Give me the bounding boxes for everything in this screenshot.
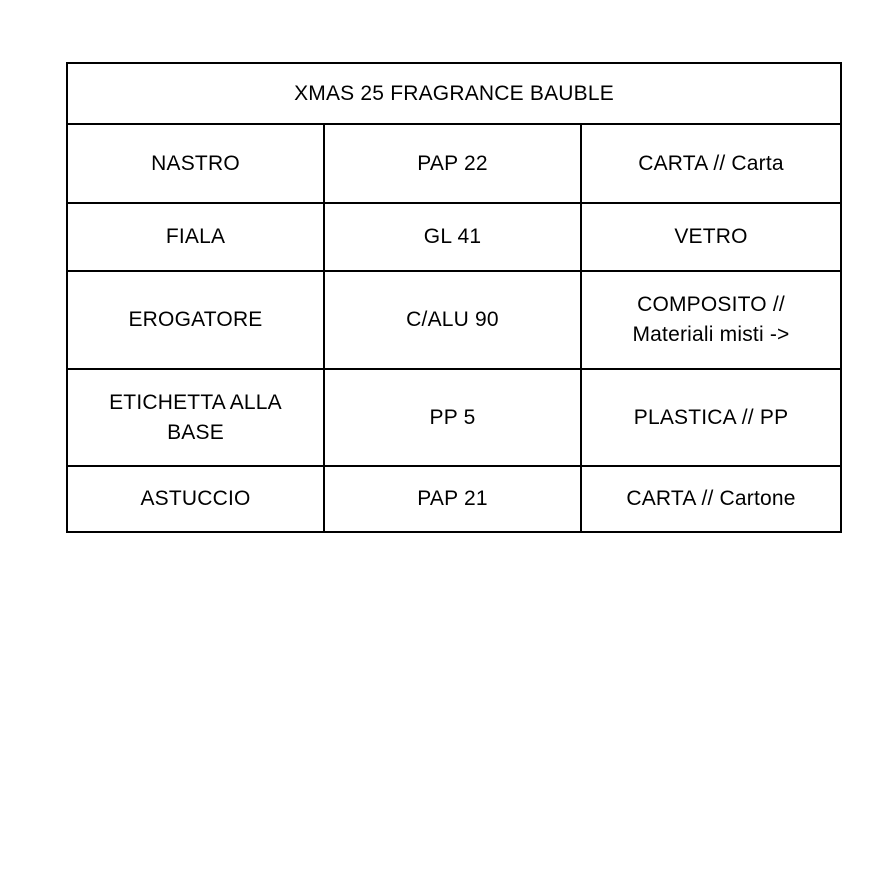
table-row bbox=[67, 203, 841, 271]
cell-component: ETICHETTA ALLA BASE bbox=[67, 369, 324, 466]
cell-component: FIALA bbox=[67, 203, 324, 271]
cell-component: EROGATORE bbox=[67, 271, 324, 369]
cell-component: ASTUCCIO bbox=[67, 466, 324, 532]
table-row bbox=[67, 124, 841, 203]
table-row bbox=[67, 466, 841, 532]
table-title: XMAS 25 FRAGRANCE BAUBLE bbox=[67, 63, 841, 124]
cell-material: CARTA // Cartone bbox=[581, 466, 841, 532]
cell-code: PAP 22 bbox=[324, 124, 581, 203]
cell-material: VETRO bbox=[581, 203, 841, 271]
cell-material: CARTA // Carta bbox=[581, 124, 841, 203]
cell-code: PP 5 bbox=[324, 369, 581, 466]
table-row bbox=[67, 271, 841, 369]
materials-table bbox=[66, 62, 842, 533]
cell-material: PLASTICA // PP bbox=[581, 369, 841, 466]
cell-code: GL 41 bbox=[324, 203, 581, 271]
cell-component: NASTRO bbox=[67, 124, 324, 203]
cell-code: PAP 21 bbox=[324, 466, 581, 532]
table-row bbox=[67, 369, 841, 466]
cell-code: C/ALU 90 bbox=[324, 271, 581, 369]
table-title-row bbox=[67, 63, 841, 124]
cell-material: COMPOSITO // Materiali misti -> bbox=[581, 271, 841, 369]
